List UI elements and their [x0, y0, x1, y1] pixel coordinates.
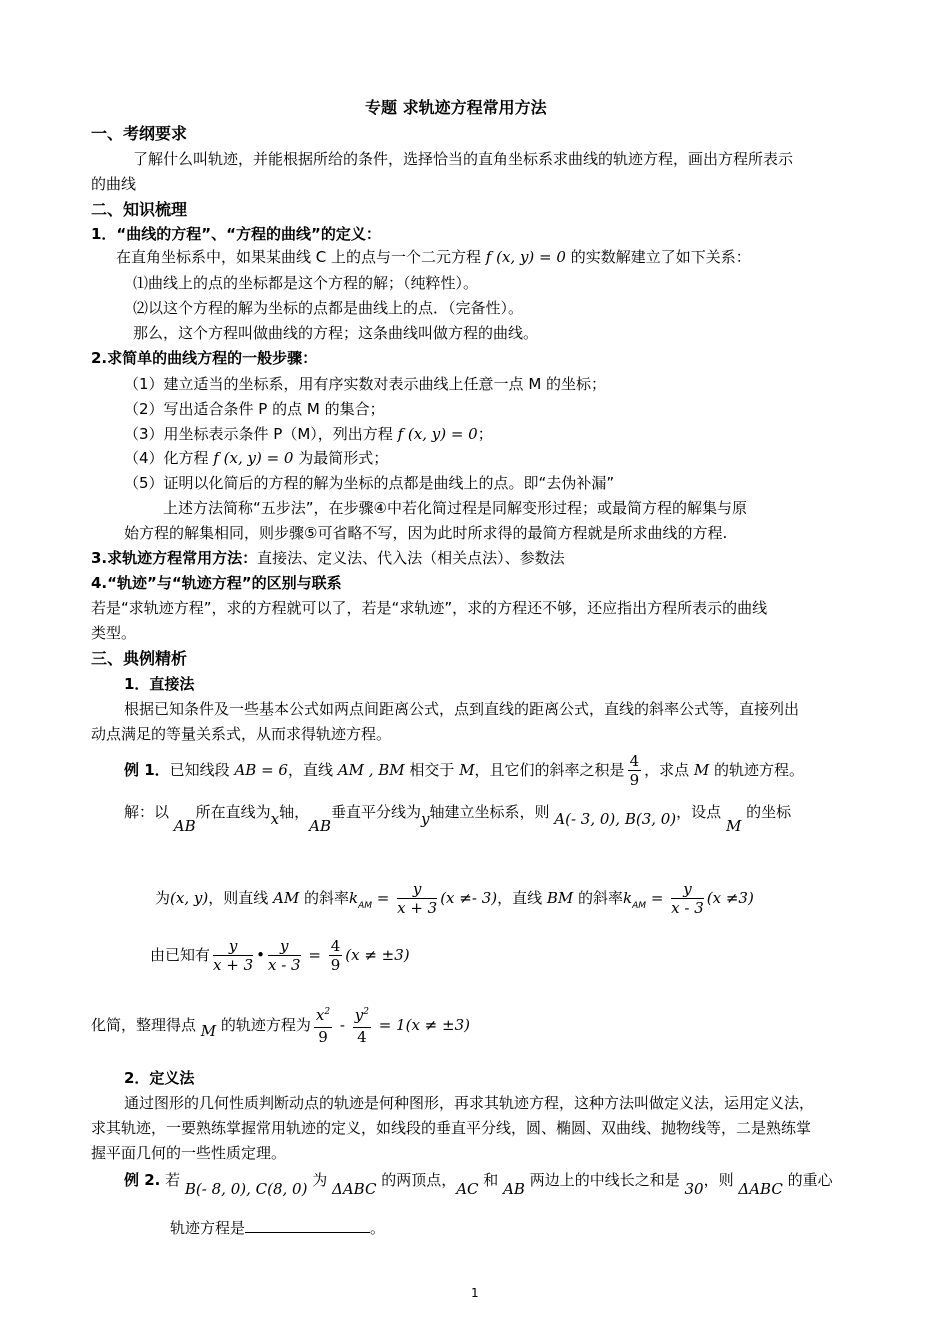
answer-blank[interactable] — [245, 1218, 370, 1233]
step-2: （2）写出适合条件 P 的点 M 的集合； — [124, 400, 385, 418]
step-4: （4）化方程 f (x, y) = 0 为最简形式； — [124, 449, 389, 467]
note-line-1: 上述方法简称“五步法”，在步骤④中若化简过程是同解变形过程；或最简方程的解集与原 — [163, 499, 747, 517]
slope-am-fraction: $\frac{y}{x + 3}$ — [397, 880, 438, 917]
product-equation: 由已知有 $\frac{y}{x + 3}$ • $\frac{y}{x - 3}$ = $\frac{4}{9}$ (x ≠ ±3) — [150, 937, 410, 974]
method-1-line-1: 根据已知条件及一些基本公式如两点间距离公式，点到直线的距离公式，直线的斜率公式等，直接列出 — [124, 700, 800, 718]
item-4-line-2: 类型。 — [91, 624, 137, 642]
note-line-2: 始方程的解集相同，则步骤⑤可省略不写，因为此时所求得的最简方程就是所求曲线的方程. — [124, 524, 728, 542]
section-3-heading: 三、典例精析 — [91, 649, 188, 668]
item-1-conclusion: 那么，这个方程叫做曲线的方程；这条曲线叫做方程的曲线。 — [133, 324, 539, 342]
example-2-answer-line: 轨迹方程是 。 — [170, 1219, 386, 1237]
product-fraction-3: $\frac{4}{9}$ — [330, 937, 341, 974]
result-fraction-2: $\frac{y^2}{4}$ — [354, 1005, 369, 1046]
s1-paragraph-line-2: 的曲线 — [91, 175, 137, 193]
ratio-fraction: $\frac{4}{9}$ — [629, 752, 640, 789]
step-1: （1）建立适当的坐标系，用有序实数对表示曲线上任意一点 M 的坐标； — [124, 375, 607, 393]
method-1-line-2: 动点满足的等量关系式，从而求得轨迹方程。 — [91, 725, 392, 743]
slope-bm-fraction: $\frac{y}{x - 3}$ — [671, 880, 704, 917]
result-equation: 化简，整理得点 M 的轨迹方程为 $\frac{x^2}{9}$ - $\frac{y^2}{4}$ = 1(x ≠ ±3) — [91, 1005, 470, 1046]
result-fraction-1: $\frac{x^2}{9}$ — [315, 1005, 331, 1046]
method-2-heading: 2．定义法 — [124, 1069, 195, 1087]
example-2: 例 2. 若 B(- 8, 0), C(8, 0) 为 ΔABC 的两顶点，AC 和 AB 两边上的中线长之和是 30，则 ΔABC 的重心 — [124, 1171, 833, 1198]
solution-line-1: 解：以 AB所在直线为x轴，AB垂直平分线为y轴建立坐标系，则 A(- 3, 0), B(3, 0)，设点 M 的坐标 — [124, 803, 792, 835]
product-fraction-2: $\frac{y}{x - 3}$ — [267, 937, 301, 974]
item-4-heading: 4.“轨迹”与“轨迹方程”的区别与联系 — [91, 574, 342, 592]
section-2-heading: 二、知识梳理 — [91, 200, 188, 219]
section-1-heading: 一、考纲要求 — [91, 124, 188, 143]
item-2-heading: 2.求简单的曲线方程的一般步骤： — [91, 349, 318, 367]
page-title: 专题 求轨迹方程常用方法 — [365, 98, 547, 117]
method-2-line-3: 握平面几何的一些性质定理。 — [91, 1144, 287, 1162]
example-1: 例 1．已知线段 AB = 6，直线 AM , BM 相交于 M，且它们的斜率之积是 $\frac{4}{9}$ ，求点 M 的轨迹方程。 — [124, 752, 805, 789]
item-1-condition-1: ⑴曲线上的点的坐标都是这个方程的解；（纯粹性）。 — [133, 274, 479, 292]
item-4-line-1: 若是“求轨迹方程”，求的方程就可以了，若是“求轨迹”，求的方程还不够，还应指出方程所表示的曲线 — [91, 599, 768, 617]
page-number: 1 — [471, 1286, 479, 1300]
step-3: （3）用坐标表示条件 P（M），列出方程 f (x, y) = 0； — [124, 425, 493, 443]
method-2-line-2: 求其轨迹，一要熟练掌握常用轨迹的定义，如线段的垂直平分线，圆、椭圆、双曲线、抛物线等，二是熟练掌 — [91, 1119, 812, 1137]
s1-paragraph-line-1: 了解什么叫轨迹，并能根据所给的条件，选择恰当的直角坐标系求曲线的轨迹方程，画出方程所表示 — [133, 150, 794, 168]
product-fraction-1: $\frac{y}{x + 3}$ — [213, 937, 254, 974]
method-2-line-1: 通过图形的几何性质判断动点的轨迹是何种图形，再求其轨迹方程，这种方法叫做定义法，运用定义法， — [124, 1094, 815, 1112]
item-1-definition: 在直角坐标系中，如果某曲线 C 上的点与一个二元方程 f (x, y) = 0 的实数解建立了如下关系： — [116, 248, 751, 266]
item-3: 3.求轨迹方程常用方法：直接法、定义法、代入法（相关点法）、参数法 — [91, 549, 565, 567]
item-1-heading: 1．“曲线的方程”、“方程的曲线”的定义： — [91, 225, 381, 243]
item-1-condition-2: ⑵以这个方程的解为坐标的点都是曲线上的点．（完备性）。 — [133, 299, 524, 317]
slope-line: 为(x, y)，则直线 AM 的斜率$k_{AM}$ = $\frac{y}{x + 3}$ (x ≠- 3)，直线 BM 的斜率$k_{AM}$ = $\frac{y}{x - 3}$ (x ≠3) — [155, 880, 754, 917]
step-5: （5）证明以化简后的方程的解为坐标的点都是曲线上的点。即“去伪补漏” — [124, 474, 615, 492]
method-1-heading: 1．直接法 — [124, 675, 195, 693]
